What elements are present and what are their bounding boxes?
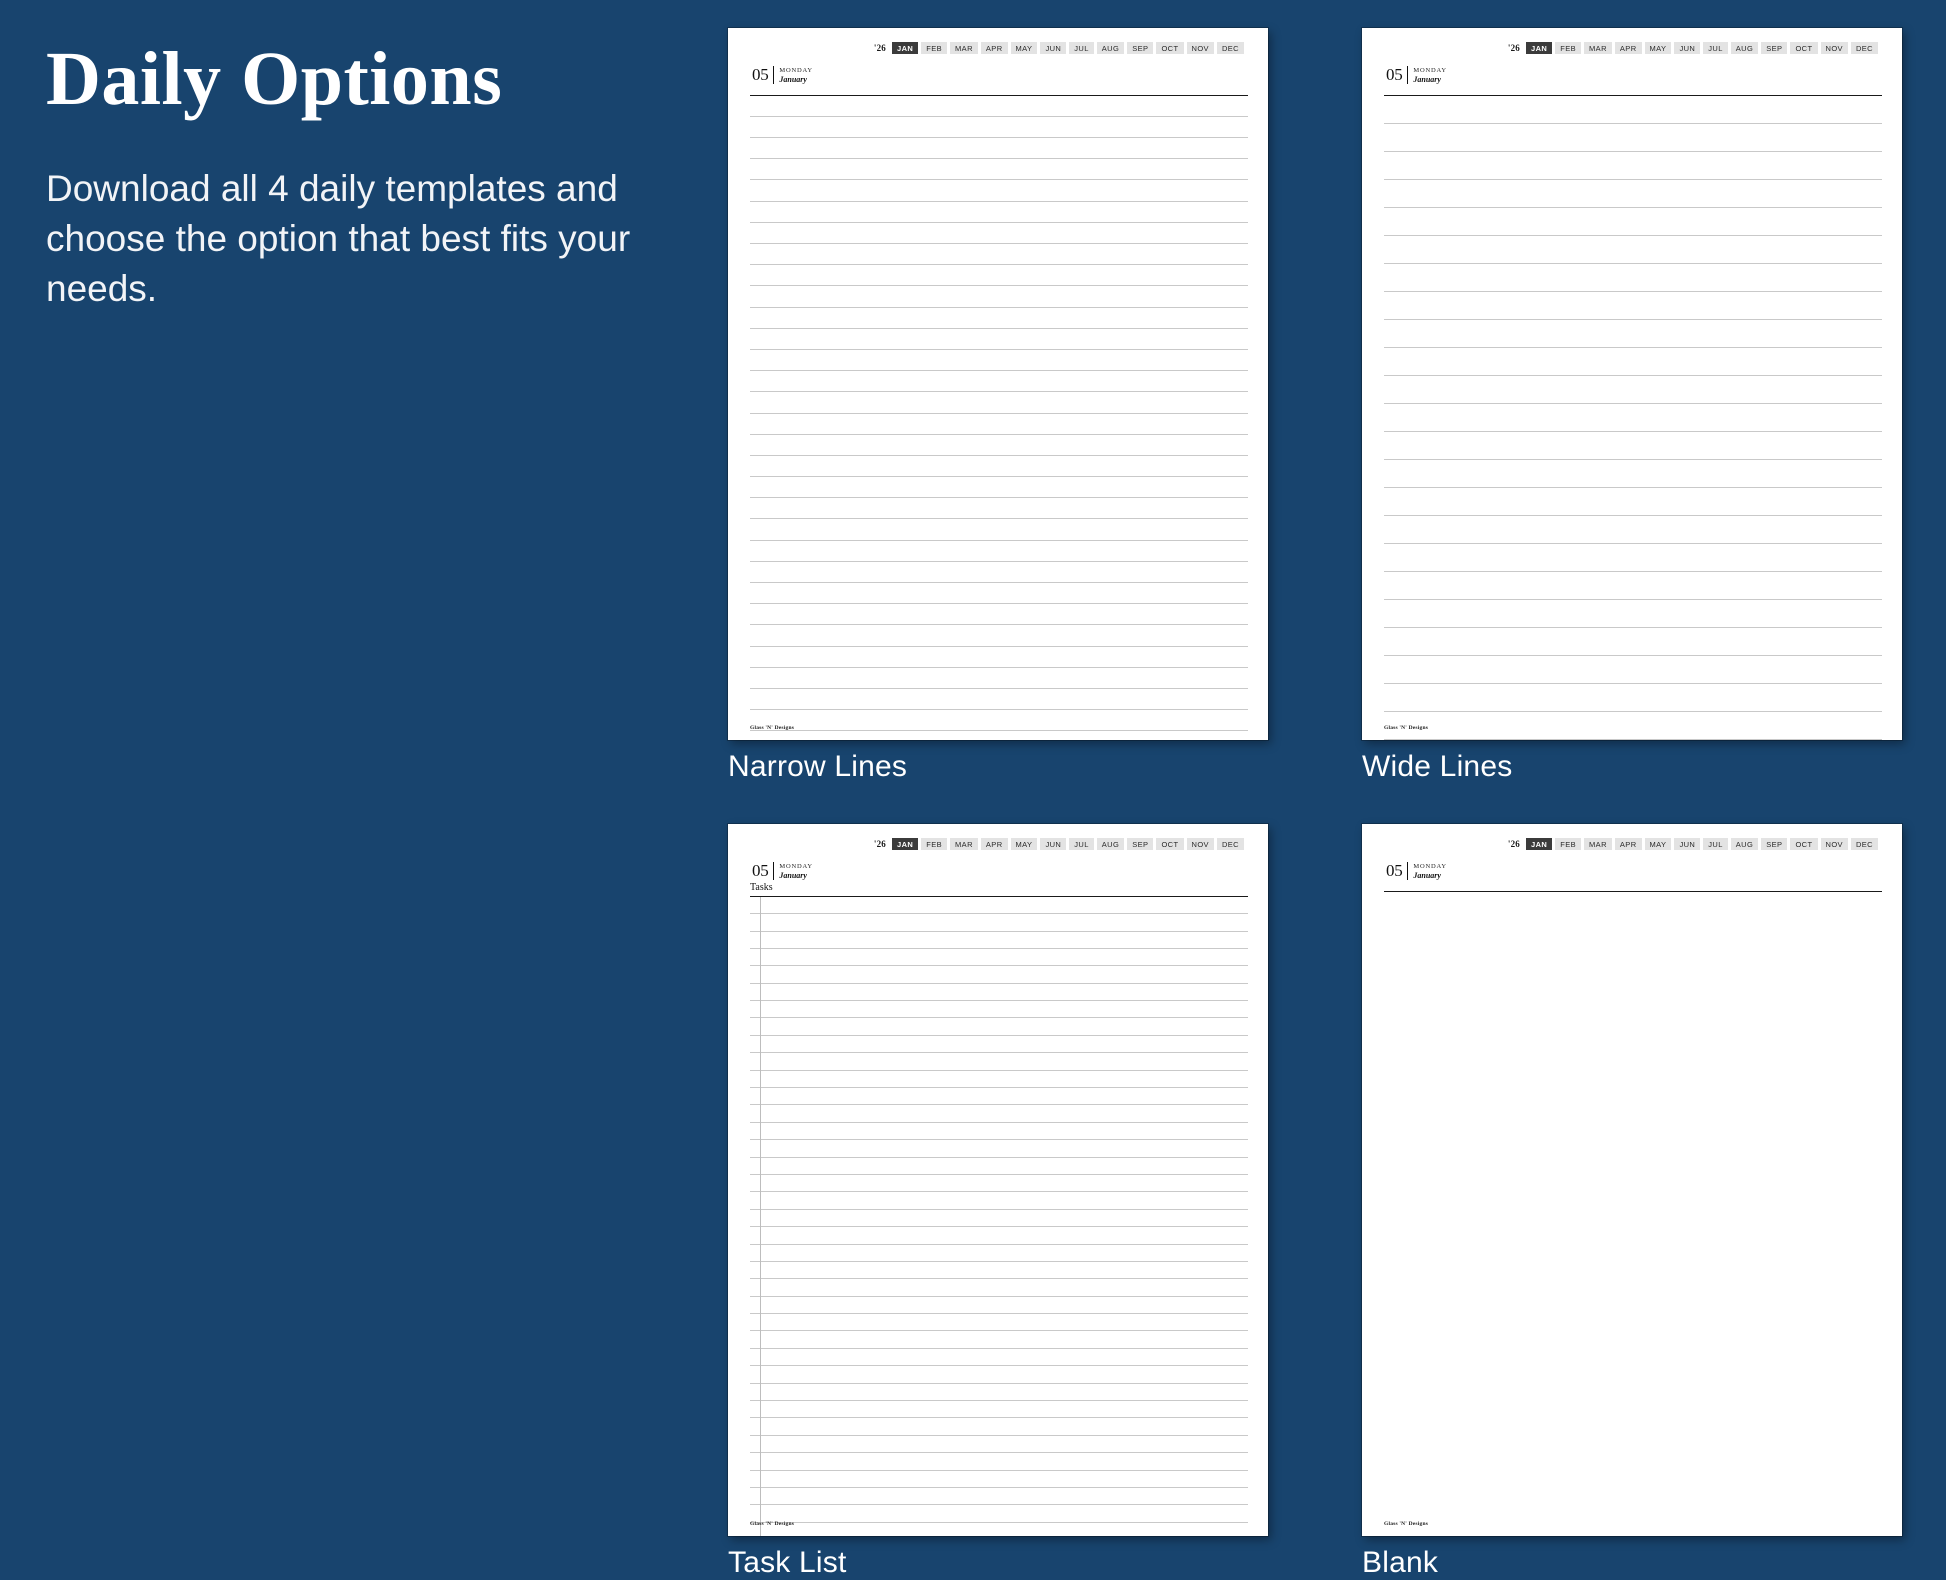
month-tab-jun[interactable]: JUN [1674, 42, 1700, 54]
blank-writing-area[interactable] [1384, 891, 1882, 1452]
writing-line[interactable] [1384, 152, 1882, 180]
writing-line[interactable] [750, 1279, 1248, 1296]
day-number: 05 [752, 862, 768, 879]
writing-line[interactable] [750, 984, 1248, 1001]
month-tab-feb[interactable]: FEB [921, 42, 947, 54]
month-tab-apr[interactable]: APR [981, 838, 1008, 850]
date-words [1413, 862, 1446, 881]
writing-line[interactable] [1384, 684, 1882, 712]
year-tag: '26 [874, 43, 886, 53]
writing-line[interactable] [750, 1140, 1248, 1157]
month-tab-dec[interactable]: DEC [1217, 838, 1244, 850]
page-preview-task-list[interactable] [728, 824, 1268, 1536]
page-title: Daily Options [46, 40, 706, 120]
month-tab-jan[interactable]: JAN [892, 42, 918, 54]
month-tab-jul[interactable]: JUL [1069, 42, 1094, 54]
writing-line[interactable] [1384, 628, 1882, 656]
month-tab-may[interactable]: MAY [1011, 42, 1038, 54]
date-divider [1407, 66, 1408, 84]
date-words [1413, 66, 1446, 85]
writing-lines-narrow[interactable] [750, 95, 1248, 740]
template-card-wide-lines[interactable] [1362, 28, 1902, 784]
writing-line[interactable] [1384, 180, 1882, 208]
writing-line[interactable] [750, 1105, 1248, 1122]
month-tab-nov[interactable]: NOV [1187, 838, 1214, 850]
writing-line[interactable] [1384, 572, 1882, 600]
day-number: 05 [1386, 66, 1402, 83]
writing-line[interactable] [1384, 208, 1882, 236]
card-caption-narrow-lines: Narrow Lines [728, 750, 1268, 784]
writing-line[interactable] [750, 329, 1248, 350]
month-tab-feb[interactable]: FEB [1555, 838, 1581, 850]
brand-footer: Glass 'N' Designs [1384, 1521, 1428, 1527]
year-tag: '26 [1508, 43, 1520, 53]
writing-line[interactable] [750, 1192, 1248, 1209]
promo-subtitle: Download all 4 daily templates and choose the option that best fits your needs. [46, 164, 686, 314]
writing-line[interactable] [750, 1505, 1248, 1522]
writing-line[interactable] [750, 392, 1248, 413]
writing-line[interactable] [750, 435, 1248, 456]
writing-line[interactable] [1384, 292, 1882, 320]
month-strip [750, 838, 1248, 850]
writing-line[interactable] [750, 731, 1248, 740]
writing-line[interactable] [750, 223, 1248, 244]
writing-line[interactable] [750, 604, 1248, 625]
task-lines[interactable] [750, 896, 1248, 1536]
month-tab-jul[interactable]: JUL [1069, 838, 1094, 850]
writing-line[interactable] [750, 159, 1248, 180]
day-number: 05 [752, 66, 768, 83]
month-tab-jun[interactable]: JUN [1040, 42, 1066, 54]
writing-line[interactable] [1384, 236, 1882, 264]
writing-line[interactable] [750, 286, 1248, 307]
date-divider [773, 862, 774, 880]
month-tab-sep[interactable]: SEP [1127, 42, 1153, 54]
writing-line[interactable] [1384, 376, 1882, 404]
writing-line[interactable] [750, 1175, 1248, 1192]
writing-line[interactable] [750, 897, 1248, 914]
writing-line[interactable] [750, 625, 1248, 646]
date-header [750, 66, 1248, 85]
page-preview-wide-lines[interactable] [1362, 28, 1902, 740]
writing-line[interactable] [750, 1053, 1248, 1070]
weekday-label: MONDAY [779, 67, 812, 75]
month-tab-jan[interactable]: JAN [1526, 838, 1552, 850]
writing-line[interactable] [750, 583, 1248, 604]
weekday-label: MONDAY [1413, 863, 1446, 871]
month-tab-may[interactable]: MAY [1645, 838, 1672, 850]
writing-line[interactable] [750, 1401, 1248, 1418]
template-card-narrow-lines[interactable] [728, 28, 1268, 784]
writing-line[interactable] [750, 456, 1248, 477]
writing-line[interactable] [750, 541, 1248, 562]
writing-line[interactable] [750, 1262, 1248, 1279]
date-divider [773, 66, 774, 84]
card-caption-task-list: Task List [728, 1546, 1268, 1580]
writing-line[interactable] [750, 1088, 1248, 1105]
writing-line[interactable] [750, 1071, 1248, 1088]
writing-line[interactable] [1384, 432, 1882, 460]
month-tab-jan[interactable]: JAN [1526, 42, 1552, 54]
month-tab-jun[interactable]: JUN [1040, 838, 1066, 850]
writing-line[interactable] [750, 308, 1248, 329]
writing-line[interactable] [1384, 544, 1882, 572]
month-tab-aug[interactable]: AUG [1731, 838, 1758, 850]
month-tab-jun[interactable]: JUN [1674, 838, 1700, 850]
writing-line[interactable] [750, 1349, 1248, 1366]
writing-line[interactable] [1384, 96, 1882, 124]
writing-line[interactable] [1384, 600, 1882, 628]
month-tab-nov[interactable]: NOV [1821, 838, 1848, 850]
writing-line[interactable] [750, 117, 1248, 138]
month-label: January [1413, 75, 1446, 85]
writing-line[interactable] [1384, 460, 1882, 488]
writing-line[interactable] [750, 647, 1248, 668]
month-tab-aug[interactable]: AUG [1731, 42, 1758, 54]
writing-line[interactable] [1384, 348, 1882, 376]
writing-line[interactable] [750, 202, 1248, 223]
template-card-task-list[interactable] [728, 824, 1268, 1580]
month-tab-sep[interactable]: SEP [1761, 42, 1787, 54]
month-tab-jul[interactable]: JUL [1703, 838, 1728, 850]
writing-line[interactable] [750, 1210, 1248, 1227]
year-tag: '26 [874, 839, 886, 849]
writing-line[interactable] [750, 498, 1248, 519]
writing-line[interactable] [1384, 516, 1882, 544]
month-tab-nov[interactable]: NOV [1187, 42, 1214, 54]
writing-line[interactable] [750, 1158, 1248, 1175]
writing-line[interactable] [750, 180, 1248, 201]
month-tab-apr[interactable]: APR [981, 42, 1008, 54]
writing-line[interactable] [750, 414, 1248, 435]
writing-line[interactable] [750, 1018, 1248, 1035]
writing-line[interactable] [750, 710, 1248, 731]
writing-line[interactable] [750, 562, 1248, 583]
preview-row-bottom [728, 824, 1918, 1580]
writing-line[interactable] [750, 1523, 1248, 1536]
writing-line[interactable] [750, 966, 1248, 983]
month-tab-oct[interactable]: OCT [1790, 838, 1817, 850]
page-preview-narrow-lines[interactable] [728, 28, 1268, 740]
writing-line[interactable] [1384, 656, 1882, 684]
writing-line[interactable] [750, 1366, 1248, 1383]
month-tab-oct[interactable]: OCT [1156, 838, 1183, 850]
writing-line[interactable] [750, 1471, 1248, 1488]
card-caption-wide-lines: Wide Lines [1362, 750, 1902, 784]
writing-line[interactable] [750, 1418, 1248, 1435]
writing-line[interactable] [750, 1227, 1248, 1244]
writing-line[interactable] [750, 1036, 1248, 1053]
card-caption-blank: Blank [1362, 1546, 1902, 1580]
task-checkbox-column [760, 897, 761, 1536]
weekday-label: MONDAY [779, 863, 812, 871]
writing-line[interactable] [1384, 320, 1882, 348]
month-tab-aug[interactable]: AUG [1097, 42, 1124, 54]
month-tab-aug[interactable]: AUG [1097, 838, 1124, 850]
writing-line[interactable] [750, 350, 1248, 371]
writing-line[interactable] [750, 949, 1248, 966]
month-tab-apr[interactable]: APR [1615, 42, 1642, 54]
month-tab-mar[interactable]: MAR [950, 838, 978, 850]
month-tab-nov[interactable]: NOV [1821, 42, 1848, 54]
writing-line[interactable] [750, 371, 1248, 392]
brand-footer: Glass 'N' Designs [1384, 725, 1428, 731]
page-preview-blank[interactable] [1362, 824, 1902, 1536]
writing-line[interactable] [750, 265, 1248, 286]
month-strip [750, 42, 1248, 54]
writing-line[interactable] [750, 1314, 1248, 1331]
writing-line[interactable] [1384, 124, 1882, 152]
writing-line[interactable] [750, 668, 1248, 689]
writing-line[interactable] [750, 1123, 1248, 1140]
month-tab-oct[interactable]: OCT [1156, 42, 1183, 54]
year-tag: '26 [1508, 839, 1520, 849]
month-tab-mar[interactable]: MAR [1584, 838, 1612, 850]
date-header [1384, 66, 1882, 85]
writing-line[interactable] [750, 1001, 1248, 1018]
date-divider [1407, 862, 1408, 880]
month-tab-dec[interactable]: DEC [1851, 42, 1878, 54]
writing-line[interactable] [750, 689, 1248, 710]
promo-panel [46, 40, 706, 314]
month-tab-may[interactable]: MAY [1011, 838, 1038, 850]
writing-line[interactable] [750, 1384, 1248, 1401]
template-preview-grid [728, 28, 1918, 1580]
writing-line[interactable] [750, 1297, 1248, 1314]
date-header [1384, 862, 1882, 881]
writing-line[interactable] [750, 1488, 1248, 1505]
month-label: January [779, 871, 812, 881]
month-tab-may[interactable]: MAY [1645, 42, 1672, 54]
writing-line[interactable] [750, 914, 1248, 931]
month-tab-sep[interactable]: SEP [1127, 838, 1153, 850]
month-tab-feb[interactable]: FEB [921, 838, 947, 850]
month-strip [1384, 838, 1882, 850]
month-tab-sep[interactable]: SEP [1761, 838, 1787, 850]
month-tab-apr[interactable]: APR [1615, 838, 1642, 850]
writing-line[interactable] [750, 932, 1248, 949]
month-tab-oct[interactable]: OCT [1790, 42, 1817, 54]
writing-line[interactable] [1384, 264, 1882, 292]
date-words [779, 862, 812, 881]
date-header [750, 862, 1248, 881]
writing-line[interactable] [1384, 712, 1882, 740]
month-label: January [1413, 871, 1446, 881]
writing-line[interactable] [750, 1331, 1248, 1348]
day-number: 05 [1386, 862, 1402, 879]
date-words [779, 66, 812, 85]
writing-line[interactable] [750, 1453, 1248, 1470]
template-card-blank[interactable] [1362, 824, 1902, 1580]
writing-line[interactable] [750, 477, 1248, 498]
month-strip [1384, 42, 1882, 54]
month-tab-dec[interactable]: DEC [1217, 42, 1244, 54]
brand-footer: Glass 'N' Designs [750, 1521, 794, 1527]
month-tab-jan[interactable]: JAN [892, 838, 918, 850]
writing-line[interactable] [750, 96, 1248, 117]
month-tab-mar[interactable]: MAR [950, 42, 978, 54]
month-tab-feb[interactable]: FEB [1555, 42, 1581, 54]
writing-line[interactable] [1384, 404, 1882, 432]
writing-line[interactable] [750, 138, 1248, 159]
month-tab-mar[interactable]: MAR [1584, 42, 1612, 54]
month-label: January [779, 75, 812, 85]
preview-row-top [728, 28, 1918, 784]
writing-line[interactable] [1384, 488, 1882, 516]
brand-footer: Glass 'N' Designs [750, 725, 794, 731]
month-tab-dec[interactable]: DEC [1851, 838, 1878, 850]
writing-line[interactable] [750, 1245, 1248, 1262]
writing-line[interactable] [750, 1436, 1248, 1453]
writing-line[interactable] [750, 519, 1248, 540]
weekday-label: MONDAY [1413, 67, 1446, 75]
tasks-section-label: Tasks [750, 883, 1248, 893]
writing-lines-wide[interactable] [1384, 95, 1882, 740]
month-tab-jul[interactable]: JUL [1703, 42, 1728, 54]
writing-line[interactable] [750, 244, 1248, 265]
